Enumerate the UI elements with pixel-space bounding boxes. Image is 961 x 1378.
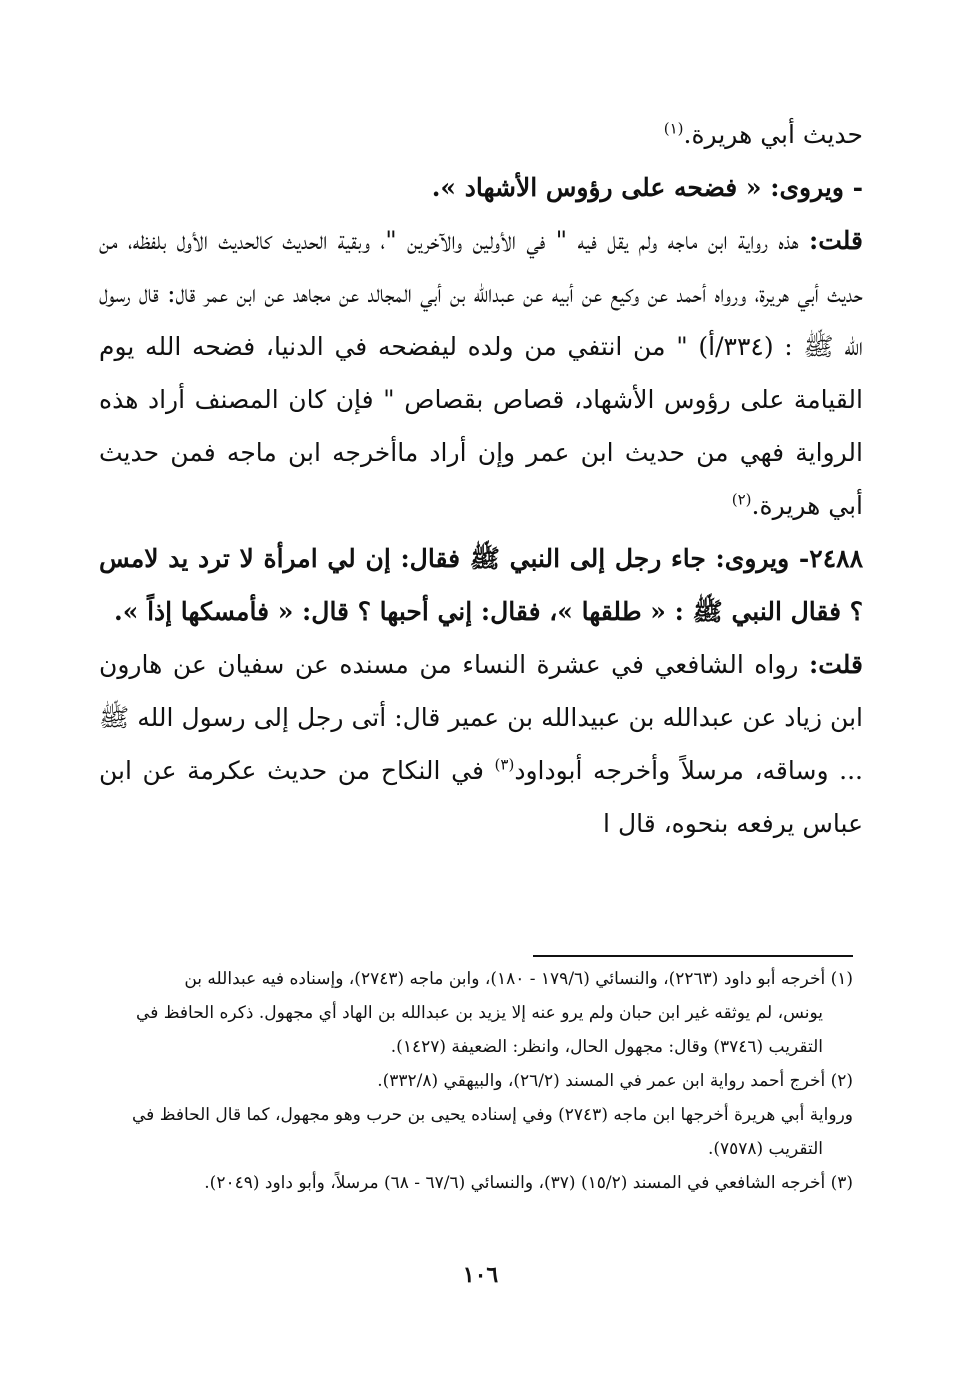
footnote-divider [533, 955, 853, 957]
footnote-ref-3[interactable]: (٣) [494, 755, 515, 774]
footnote-ref-1[interactable]: (١) [663, 119, 684, 138]
paragraph-2-text-b: في النكاح من حديث عكرمة عن ابن عباس يرفعه بنحوه، قال ا [99, 756, 863, 838]
main-text [99, 108, 863, 850]
footnote-2-line-2: ورواية أبي هريرة أخرجها ابن ماجه (٢٧٤٣) وفي إسناده يحيى بن حرب وهو مجهول، كما قال الحافظ في [132, 1105, 853, 1125]
footnotes [101, 962, 853, 1200]
footnote-2-line-3: التقريب (٧٥٧٨). [707, 1139, 823, 1159]
paragraph-2-label: قلت: [808, 650, 863, 679]
page-number: ١٠٦ [462, 1262, 499, 1288]
text-line-1-content: حديث أبي هريرة. [683, 120, 863, 149]
footnote-2-line-1: (٢) أخرج أحمد رواية ابن عمر في المسند (٢٦/٢)، والبيهقي (٣٣٢/٨). [377, 1071, 853, 1091]
footnote-1-line-2: يونس، لم يوثقه غير ابن حبان ولم يرو عنه إلا يزيد بن عبدالله بن الهاد أي مجهول. ذكره الحافظ في [136, 1003, 823, 1023]
paragraph-1-label: قلت: [808, 226, 863, 255]
footnote-1-line-3: التقريب (٣٧٤٦) وقال: مجهول الحال، وانظر: الضعيفة (١٤٢٧). [390, 1037, 823, 1057]
text-line-2: - ويروى: « فضحه على رؤوس الأشهاد ». [431, 173, 863, 202]
paragraph-2-text-a: رواه الشافعي في عشرة النساء من مسنده عن سفيان عن هارون ابن زياد عن عبدالله بن عبيدالله بن عمير قال: أتى رجل إلى رسول الله ﷺ ... وساقه، مرسلاً وأخرجه أبوداود [99, 650, 863, 785]
text-line-1 [99, 108, 863, 161]
footnote-ref-2[interactable]: (٢) [731, 490, 752, 509]
paragraph-2 [99, 638, 863, 850]
footnote-1-line-1: (١) أخرجه أبو داود (٢٢٦٣)، والنسائي (١٧٩/٦ - ١٨٠)، وابن ماجه (٢٧٤٣)، وإسناده فيه عبدالله بن [184, 969, 853, 989]
hadith-2488: ٢٤٨٨- ويروى: جاء رجل إلى النبي ﷺ فقال: إن لي امرأة لا ترد يد لامس ؟ فقال النبي ﷺ : « طلقها »، فقال: إني أحبها ؟ قال: « فأمسكها إذاً ». [99, 544, 863, 626]
paragraph-1-text: هذه رواية ابن ماجه ولم يقل فيه " في الأولين والآخرين "، وبقية الحديث كالحديث الأول بلفظه، من حديث أبي هريرة، ورواه أحمد عن وكيع عن أبيه عن عبدالله بن أبي المجالد عن مجاهد عن ابن عمر قال: قال رسول الله ﷺ : (٣٣٤/أ) " من انتفي من ولده ليفضحه في الدنيا، فضحه الله يوم القيامة على رؤوس الأشهاد، قصاص بقصاص " فإن كان المصنف أراد هذه الرواية فهي من حديث ابن عمر وإن أراد ماأخرجه ابن ماجه فمن حديث أبي هريرة. [99, 226, 863, 520]
footnote-3-line-1: (٣) أخرجه الشافعي في المسند (١٥/٢) (٣٧)، والنسائي (٦٧/٦ - ٦٨) مرسلاً، وأبو داود (٢٠٤٩). [204, 1173, 853, 1193]
paragraph-1 [99, 214, 863, 532]
